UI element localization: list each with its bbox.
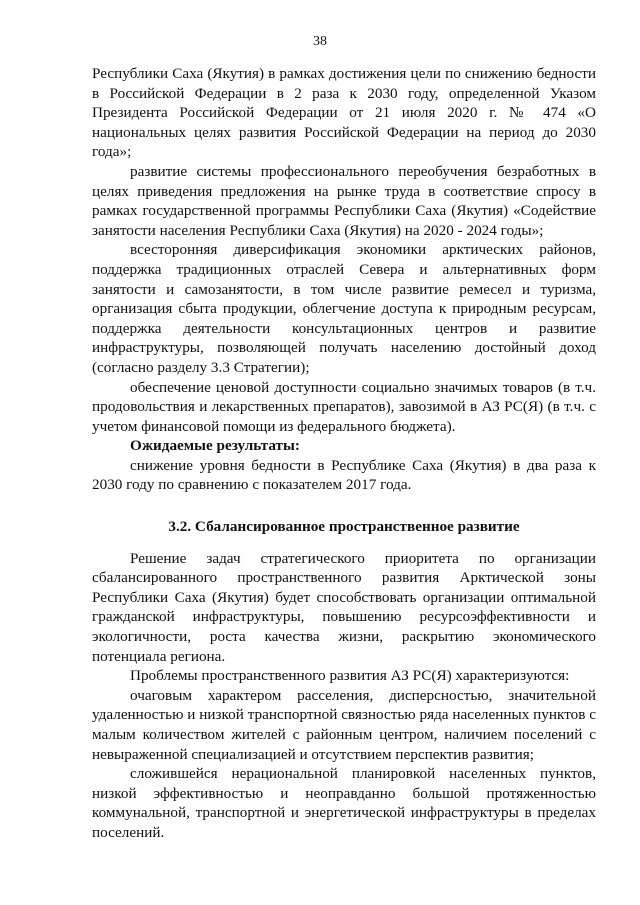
section-heading: 3.2. Сбалансированное пространственное развитие [168,518,520,536]
document-body [92,64,596,843]
paragraph: обеспечение ценовой доступности социально значимых товаров (в т.ч. продовольствия и лекарственных препаратов), завозимой в АЗ РС(Я) (в т.ч. с учетом финансовой помощи из федерального бюджета). [92,378,596,435]
paragraph: Решение задач стратегического приоритета по организации сбалансированного пространственного развития Арктической зоны Республики Саха (Якутия) будет способствовать организации оптимальной гражданской инфраструктуры, повышению ресурсоэффективности и экологичности, роста качества жизни, раскрытию экономического потенциала региона. [92,549,596,665]
paragraph: очаговым характером расселения, дисперсностью, значительной удаленностью и низкой транспортной связностью ряда населенных пунктов с малым количеством жителей с районным центром, наличием поселений с невыраженной специализацией и отсутствием перспектив развития; [92,686,596,763]
paragraph: Проблемы пространственного развития АЗ РС(Я) характеризуются: [130,667,570,685]
expected-results-text: снижение уровня бедности в Республике Саха (Якутия) в два раза к 2030 году по сравнению с показателем 2017 года. [92,456,596,494]
paragraph: сложившейся нерациональной планировкой населенных пунктов, низкой эффективностью и неоправданно большой протяженностью коммунальной, транспортной и энергетической инфраструктуры в пределах поселений. [92,765,596,841]
paragraph: всесторонняя диверсификация экономики арктических районов, поддержка традиционных отраслей Севера и альтернативных форм занятости и самозанятости, в том числе развитие ремесел и туризма, организация сбыта продукции, облегчение доступа к природным ресурсам, поддержка деятельности консультационных центров и развитие инфраструктуры, позволяющей получать населению достойный доход (согласно разделу 3.3 Стратегии); [92,241,596,376]
page-number: 38 [313,34,327,49]
paragraph: Республики Саха (Якутия) в рамках достижения цели по снижению бедности в Российской Федерации в 2 раза к 2030 году, определенной Указом Президента Российской Федерации от 21 июля 2020 г. № 474 «О национальных целях развития Российской Федерации на период до 2030 года»; [92,65,596,161]
paragraph: развитие системы профессионального переобучения безработных в целях приведения предложения на рынке труда в соответствие спросу в рамках государственной программы Республики Саха (Якутия) «Содействие занятости населения Республики Саха (Якутия) на 2020 - 2024 годы»; [92,162,596,239]
expected-results-heading: Ожидаемые результаты: [130,437,300,455]
